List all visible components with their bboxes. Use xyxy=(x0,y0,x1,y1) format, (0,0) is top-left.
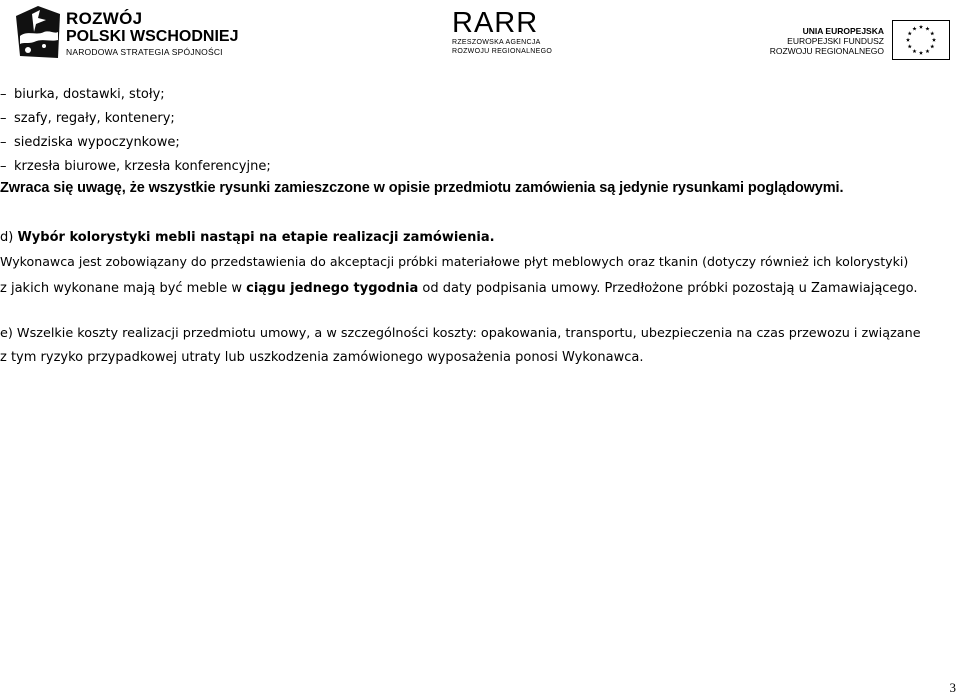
bullet-text: krzesła biurowe, krzesła konferencyjne; xyxy=(14,159,271,174)
section-d-line2 xyxy=(0,281,918,297)
bullet-text: siedziska wypoczynkowe; xyxy=(14,135,180,150)
section-d-line2-a: z jakich wykonane mają być meble w xyxy=(0,281,247,296)
logo-eu-texts xyxy=(770,26,884,56)
logo-rpw-line2: POLSKI WSCHODNIEJ xyxy=(66,28,239,45)
section-d-title: Wybór kolorystyki mebli nastąpi na etapie realizacji zamówienia. xyxy=(17,230,495,245)
bullet-item xyxy=(0,135,180,151)
logo-unia-europejska xyxy=(769,20,954,64)
dash-marker: – xyxy=(0,159,7,174)
logo-rpw-line1: ROZWÓJ xyxy=(66,9,143,28)
section-d-line1: Wykonawca jest zobowiązany do przedstawienia do akceptacji próbki materiałowe płyt meblowych oraz tkanin (dotyczy również ich kolorystyki) xyxy=(0,254,909,269)
bullet-text: biurka, dostawki, stoły; xyxy=(14,87,165,102)
section-e-line2: z tym ryzyko przypadkowej utraty lub uszkodzenia zamówionego wyposażenia ponosi Wykonawca. xyxy=(0,350,644,365)
logo-eu-line1: UNIA EUROPEJSKA xyxy=(802,26,884,36)
bullet-item xyxy=(0,87,165,103)
notice-text: Zwraca się uwagę, że wszystkie rysunki zamieszczone w opisie przedmiotu zamówienia są jedynie rysunkami poglądowymi. xyxy=(0,180,844,196)
logo-rpw-line3: NARODOWA STRATEGIA SPÓJNOŚCI xyxy=(66,47,223,57)
dash-marker: – xyxy=(0,111,7,126)
section-d-line2-c: od daty podpisania umowy. Przedłożone próbki pozostają u Zamawiającego. xyxy=(418,281,918,296)
bullet-text: szafy, regały, kontenery; xyxy=(14,111,175,126)
bullet-item xyxy=(0,111,175,127)
section-d-deadline: ciągu jednego tygodnia xyxy=(246,281,419,296)
page-number: 3 xyxy=(949,680,956,695)
logo-rarr xyxy=(452,7,553,58)
logo-eu-line3: ROZWOJU REGIONALNEGO xyxy=(769,46,884,56)
logo-rarr-line3: ROZWOJU REGIONALNEGO xyxy=(452,48,553,55)
bullet-item xyxy=(0,159,271,175)
eu-flag-icon xyxy=(892,20,950,60)
section-d-prefix: d) xyxy=(0,230,18,245)
section-d-heading xyxy=(0,230,495,246)
logo-rarr-line2: RZESZOWSKA AGENCJA xyxy=(452,39,541,46)
section-e-line1: e) Wszelkie koszty realizacji przedmiotu umowy, a w szczególności koszty: opakowania, transportu, ubezpieczenia na czas przewozu i związane xyxy=(0,326,921,341)
logo-rarr-title: RARR xyxy=(452,7,539,39)
rpw-emblem-icon xyxy=(14,6,64,60)
dash-marker: – xyxy=(0,87,7,102)
dash-marker: – xyxy=(0,135,7,150)
logo-rozwoj-polski-wschodniej xyxy=(14,6,239,60)
logo-eu-line2: EUROPEJSKI FUNDUSZ xyxy=(787,36,884,46)
